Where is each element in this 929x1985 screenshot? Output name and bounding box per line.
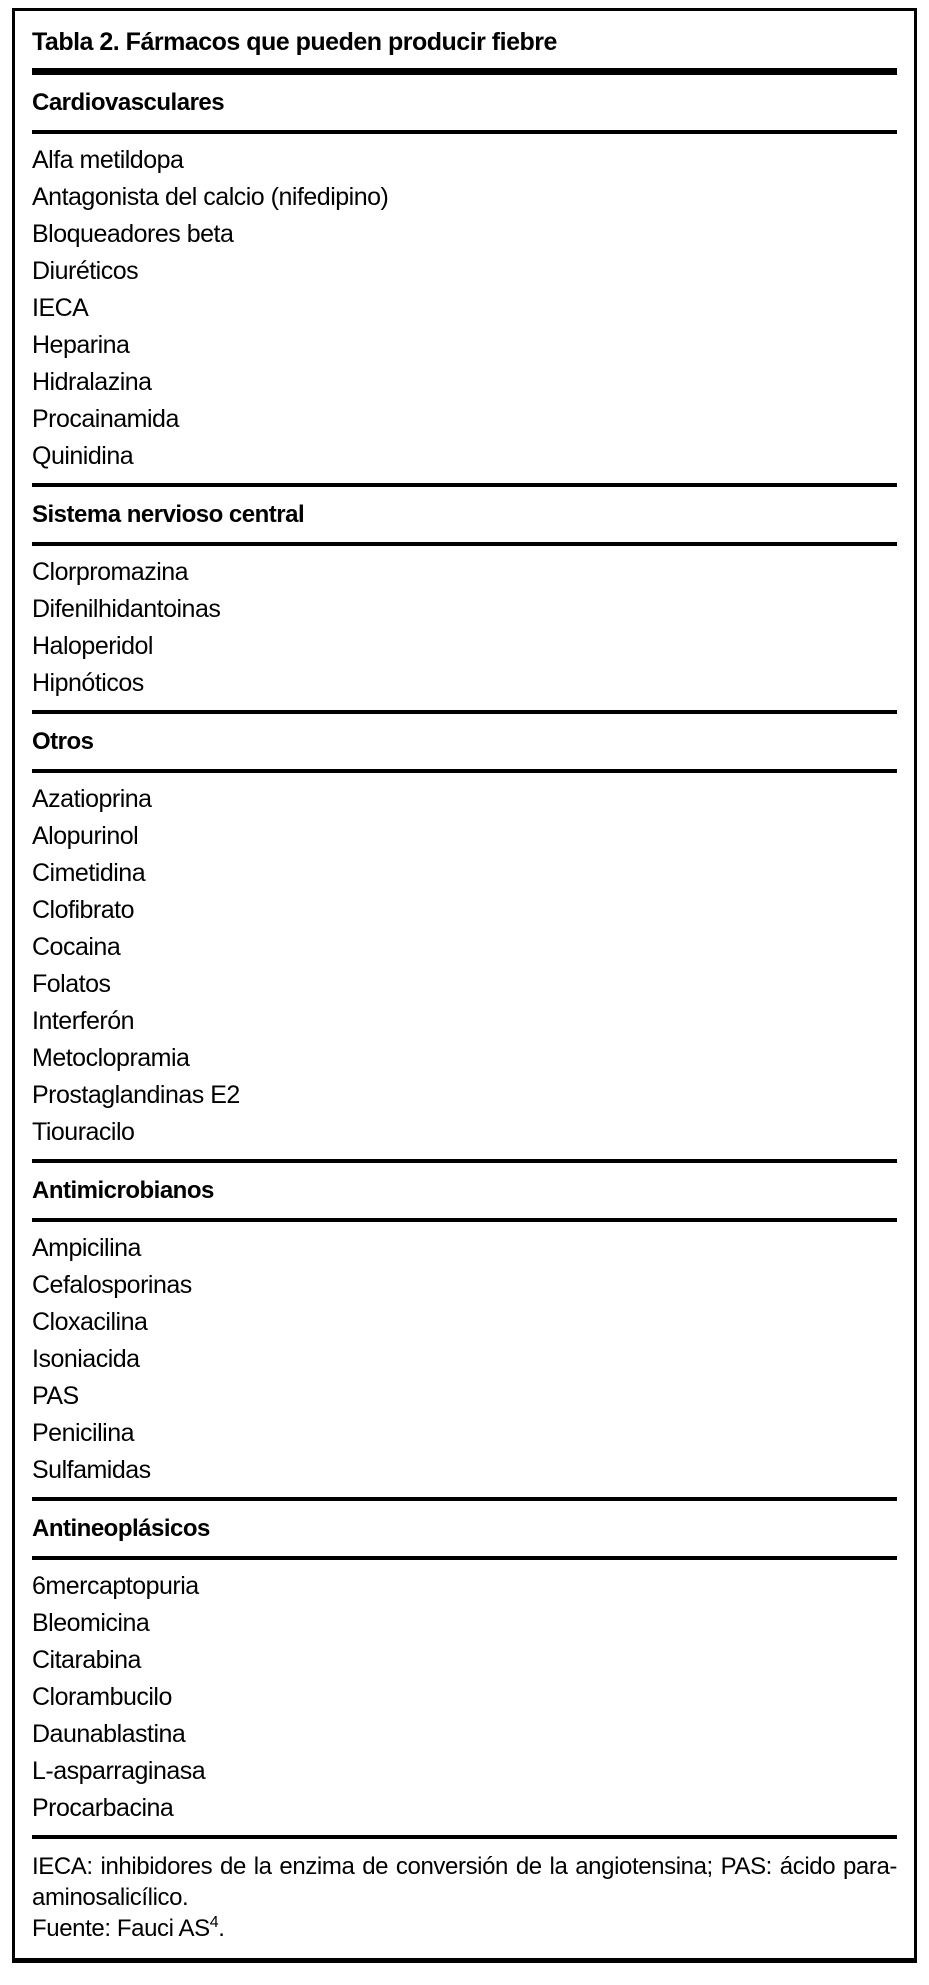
drug-item: Clofibrato: [32, 896, 134, 924]
drug-item: Clorambucilo: [32, 1683, 172, 1711]
table-section: [32, 714, 897, 1163]
drug-item: Metoclopramia: [32, 1044, 190, 1072]
drug-item: Antagonista del calcio (nifedipino): [32, 183, 389, 211]
drug-item: Difenilhidantoinas: [32, 595, 221, 623]
drug-item: Alopurinol: [32, 822, 139, 850]
drug-item: Prostaglandinas E2: [32, 1081, 240, 1109]
drug-item: Haloperidol: [32, 632, 153, 660]
drug-item: Penicilina: [32, 1419, 135, 1447]
table-section: [32, 1163, 897, 1501]
section-header: Otros: [32, 728, 94, 755]
drug-item: Bloqueadores beta: [32, 220, 234, 248]
footnote-source: [32, 1913, 897, 1944]
drug-item: Bleomicina: [32, 1609, 150, 1637]
footnote-citation-superscript: 4: [209, 1914, 219, 1931]
section-items: [32, 1560, 897, 1835]
drug-item: Diuréticos: [32, 257, 139, 285]
drug-item: Procarbacina: [32, 1794, 174, 1822]
drug-item: Cocaina: [32, 933, 121, 961]
drug-item: Sulfamidas: [32, 1456, 151, 1484]
section-header: Antineoplásicos: [32, 1515, 210, 1542]
drug-item: Folatos: [32, 970, 111, 998]
section-items: [32, 1222, 897, 1497]
drug-item: Clorpromazina: [32, 558, 189, 586]
section-items: [32, 773, 897, 1159]
drug-item: Citarabina: [32, 1646, 141, 1674]
section-header: Cardiovasculares: [32, 89, 225, 116]
drug-item: Tiouracilo: [32, 1118, 135, 1146]
footnote-line-1: IECA: inhibidores de la enzima de conversión de la angiotensina; PAS: ácido para-: [32, 1853, 897, 1880]
table-frame: [12, 8, 917, 1963]
drug-item: PAS: [32, 1382, 79, 1410]
drug-item: Azatioprina: [32, 785, 152, 813]
drug-item: Procainamida: [32, 405, 179, 433]
footnote-source-text: Fuente: Fauci AS: [32, 1915, 210, 1942]
drug-item: Hipnóticos: [32, 669, 144, 697]
drug-item: L-asparraginasa: [32, 1757, 206, 1785]
section-header: Sistema nervioso central: [32, 501, 305, 528]
drug-item: Heparina: [32, 331, 130, 359]
section-items: [32, 134, 897, 483]
table-section: [32, 487, 897, 714]
drug-item: Cloxacilina: [32, 1308, 148, 1336]
table-title: Tabla 2. Fármacos que pueden producir fiebre: [32, 28, 557, 56]
drug-item: Interferón: [32, 1007, 135, 1035]
drug-item: IECA: [32, 294, 89, 322]
drug-item: Cefalosporinas: [32, 1271, 192, 1299]
drug-item: Cimetidina: [32, 859, 146, 887]
drug-item: Ampicilina: [32, 1234, 141, 1262]
section-items: [32, 546, 897, 710]
drug-item: Alfa metildopa: [32, 146, 184, 174]
footnote-source-period: .: [218, 1915, 225, 1942]
title-rule: [32, 68, 897, 75]
drug-item: Isoniacida: [32, 1345, 140, 1373]
drug-item: 6mercaptopuria: [32, 1572, 199, 1600]
table-section: [32, 75, 897, 487]
drug-item: Quinidina: [32, 442, 134, 470]
section-header: Antimicrobianos: [32, 1177, 214, 1204]
footnote-line-2: aminosalicílico.: [32, 1884, 189, 1911]
table-section: [32, 1501, 897, 1839]
sections-container: [32, 75, 897, 1839]
drug-item: Daunablastina: [32, 1720, 186, 1748]
drug-item: Hidralazina: [32, 368, 152, 396]
footnote: [32, 1839, 897, 1944]
